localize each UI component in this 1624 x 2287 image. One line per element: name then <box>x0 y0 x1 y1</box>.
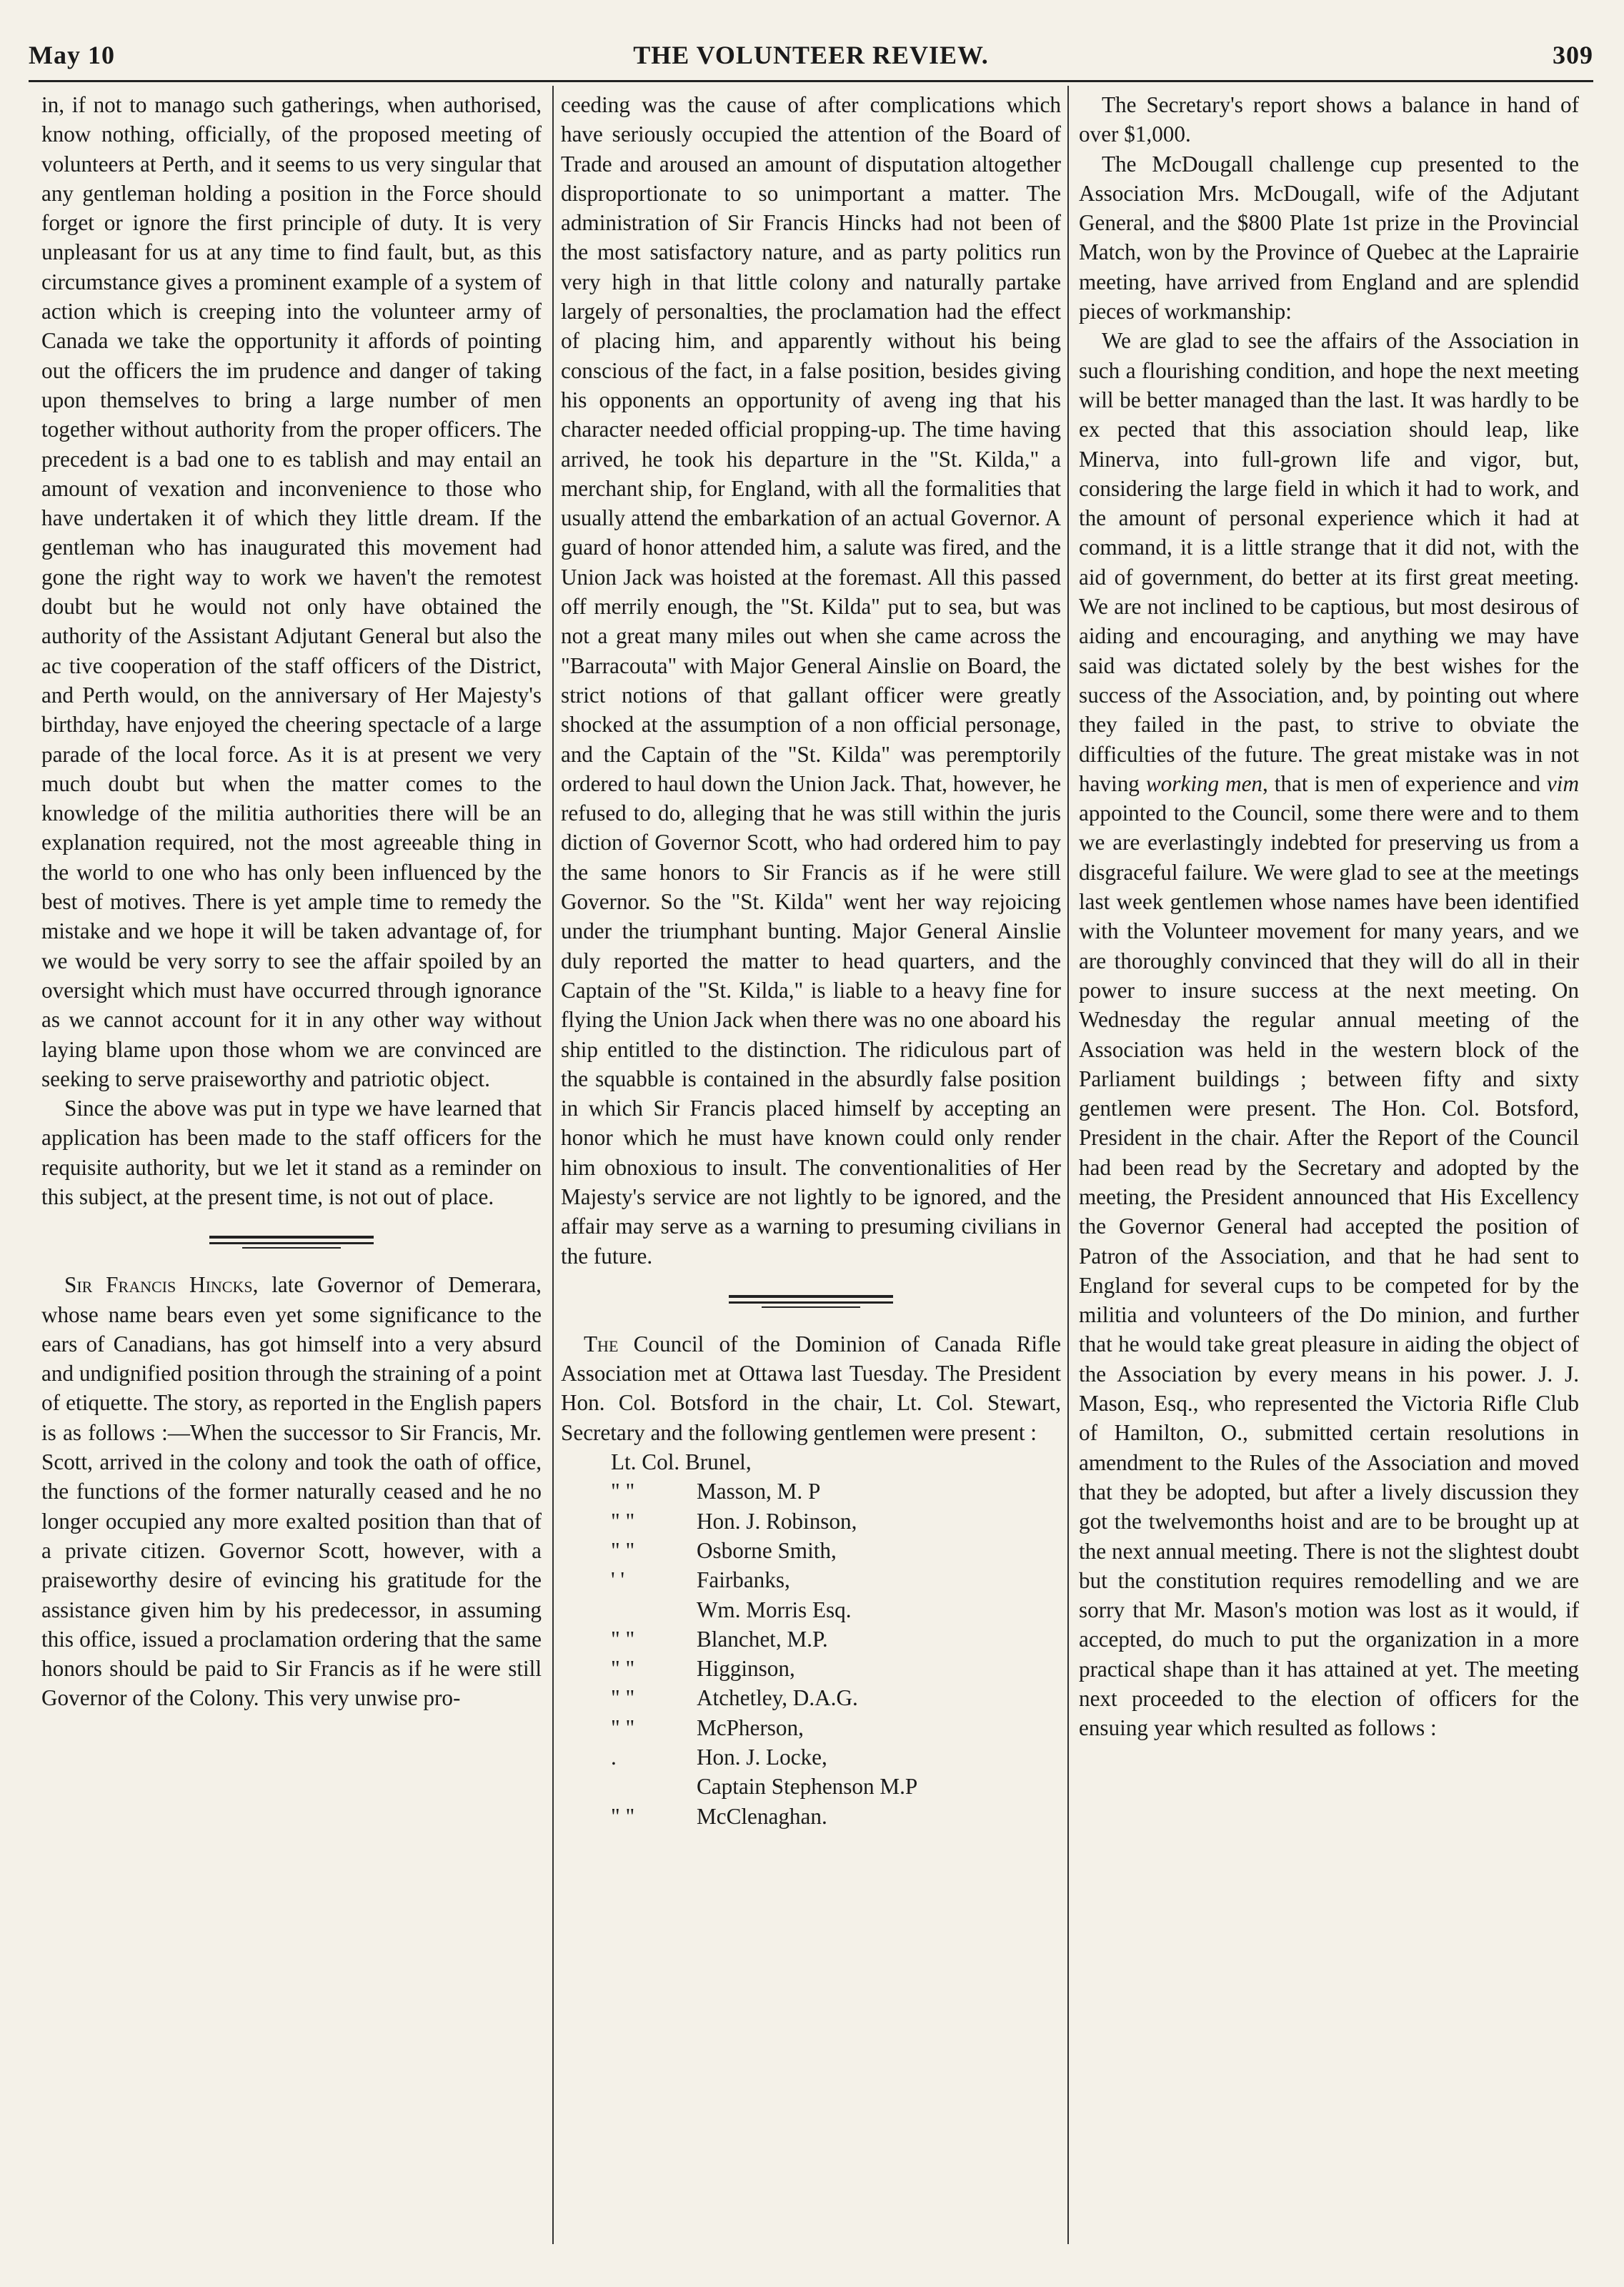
article-hincks-continued: ceeding was the cause of after complications which have seriously occupied the attention of the Board of Trade and aroused an amount of disputation altogether disproportionate to so unimportant a matter. The administration of Sir Francis Hincks had not been of the most satisfactory nature, and as party politics run very high in that little colony and naturally partake largely of personalties, the proclamation had the effect of placing him, and apparently without his being conscious of the fact, in a false position, besides giving his opponents an opportunity of aveng ing that his character needed official propping-up. The time having arrived, he took his departure in the "St. Kilda," a merchant ship, for England, with all the formalities that usually attend the embarkation of an actual Governor. A guard of honor attended him, a salute was fired, and the Union Jack was hoisted at the foremast. All this passed off merrily enough, the "St. Kilda" put to sea, but was not a great many miles out when she came across the "Barracouta" with Major General Ainslie on Board, the strict notions of that gallant officer were greatly shocked at the assumption of a non official personage, and the Captain of the "St. Kilda" was peremptorily ordered to haul down the Union Jack. That, however, he refused to do, alleging that he was still within the juris diction of Governor Scott, who had ordered him to pay the same honors to Sir Francis as if he were still Governor. So the "St. Kilda" went her way rejoicing under the triumphant bunting. Major General Ainslie duly reported the matter to head quarters, and the Captain of the "St. Kilda," is liable to a heavy fine for flying the Union Jack when there was no one aboard his ship entitled to the distinction. The ridiculous part of the squabble is contained in the absurdly false position in which Sir Francis placed himself by accepting an honor which he must have known could only render him obnoxious to insult. The conventionalities of Her Majesty's service are not lightly to be ignored, and the affair may serve as a warning to presuming civilians in the future. <box>561 92 1061 1269</box>
ditto-mark: " " <box>611 1685 635 1711</box>
column-divider <box>1067 86 1069 2244</box>
ditto-mark: " " <box>611 1479 635 1504</box>
editorial-text: We are glad to see the affairs of the Association in such a flourishing condition, and hope the next meeting will be better managed than the last. It was hardly to be ex pected that this association should leap, like Minerva, into full-grown life and vigor, but, considering the large field in which it had to work, and the amount of personal experience which it had at command, it is a little strange that it did not, with the aid of government, do better at its first great meeting. We are not inclined to be captious, but most desirous of aiding and encouraging, and anything we may have said was dictated solely by the best wishes for the success of the Association, and, by pointing out where they failed in the past, to strive to obviate the difficulties of the future. The great mistake was in not having <box>1079 328 1579 796</box>
attendee-name: Fairbanks, <box>697 1567 790 1593</box>
column-1 <box>41 90 542 2263</box>
list-item <box>561 1802 1061 1831</box>
ditto-mark: " " <box>611 1508 635 1534</box>
list-item <box>561 1683 1061 1712</box>
editorial-text: , that is men of experience and <box>1262 770 1547 796</box>
attendee-list <box>561 1447 1061 1831</box>
article-perth-postscript: Since the above was put in type we have learned that application has been made to the staff officers for the requisite authority, but we let it stand as a reminder on this subject, at the present time, is not out of place. <box>41 1096 542 1209</box>
list-item <box>561 1595 1061 1624</box>
publication-title: THE VOLUNTEER REVIEW. <box>633 41 989 69</box>
ditto-mark: ' ' <box>611 1567 625 1593</box>
issue-date: May 10 <box>29 41 115 69</box>
ditto-mark: . <box>611 1745 617 1770</box>
column-2 <box>561 90 1061 2263</box>
attendee-name: Higginson, <box>697 1656 795 1682</box>
mcdougall-cup-paragraph: The McDougall challenge cup presented to the Association Mrs. McDougall, wife of the Adjutant General, and the $800 Plate 1st prize in the Provincial Match, won by the Province of Quebec at the Laprairie meeting, have arrived from England and are splendid pieces of workmanship: <box>1079 151 1579 324</box>
ditto-mark: " " <box>611 1537 635 1563</box>
article-rifle-council-body: Council of the Dominion of Canada Rifle Association met at Ottawa last Tuesday. The President Hon. Col. Botsford in the chair, Lt. Col. Stewart, Secretary and the following gentlemen were present : <box>561 1331 1061 1445</box>
attendee-name: Wm. Morris Esq. <box>697 1597 852 1622</box>
attendee-name: Osborne Smith, <box>697 1537 837 1563</box>
list-item <box>561 1507 1061 1536</box>
list-item <box>561 1536 1061 1565</box>
attendee-name: McPherson, <box>697 1715 804 1740</box>
attendee-name: Blanchet, M.P. <box>697 1626 828 1652</box>
list-item <box>561 1742 1061 1772</box>
attendee-name: Captain Stephenson M.P <box>697 1774 918 1800</box>
ditto-mark: " " <box>611 1656 635 1682</box>
list-item <box>561 1713 1061 1742</box>
list-item: Lt. Col. Brunel, <box>611 1449 752 1475</box>
header-rule <box>29 80 1593 82</box>
article-perth-continued: in, if not to manago such gatherings, when authorised, know nothing, officially, of the proposed meeting of volunteers at Perth, and it seems to us very singular that any gentleman holding a position in the Force should forget or ignore the first principle of duty. It is very unpleasant for us at any time to find fault, but, as this circumstance gives a prominent example of a system of action which is creeping into the volunteer army of Canada we take the opportunity it affords of pointing out the officers the im prudence and danger of taking upon themselves to bring a large number of men together without authority from the proper officers. The precedent is a bad one to es tablish and may entail an amount of vexation and inconvenience to those who have undertaken it of which they little dream. If the gentleman who has inaugurated this movement had gone the right way to work we haven't the remotest doubt but he would not only have obtained the authority of the Assistant Adjutant General but also the ac tive cooperation of the staff officers of the District, and Perth would, on the anniversary of Her Majesty's birthday, have enjoyed the cheering spectacle of a large parade of the local force. As it is at present we very much doubt but when the matter comes to the knowledge of the militia authorities there will be an explanation required, not the most agreeable thing in the world to one who has only been influenced by the best of motives. There is yet ample time to remedy the mistake and we hope it will be taken advantage of, for we would be very sorry to see the affair spoiled by an oversight which must have occurred through ignorance as we cannot account for it in any other way without laying blame upon those whom we are convinced are seeking to serve praiseworthy and patriotic object. <box>41 92 542 1091</box>
page-number: 309 <box>1553 41 1593 69</box>
page-header <box>29 40 1593 76</box>
ditto-mark: " " <box>611 1715 635 1740</box>
article-hincks-body: late Governor of Demerara, whose name bears even yet some significance to the ears of Canadians, has got himself into a very absurd and undignified position through the straining of a point of etiquette. The story, as reported in the English papers is as follows :—When the successor to Sir Francis, Mr. Scott, arrived in the colony and took the oath of office, the functions of the former naturally ceased and he no longer occupied any more exalted position than that of a private citizen. Governor Scott, however, with a praiseworthy desire of evincing his gratitude for the assistance given him by his predecessor, in assuming this office, issued a proclamation ordering that the same honors should be paid to Sir Francis as if he were still Governor of the Colony. This very unwise pro- <box>41 1272 542 1711</box>
ditto-mark: " " <box>611 1803 635 1829</box>
list-item <box>561 1624 1061 1654</box>
list-item <box>561 1565 1061 1594</box>
editorial-association <box>1079 326 1579 1742</box>
column-divider <box>552 86 554 2244</box>
article-lead-in: The <box>584 1331 619 1356</box>
secretary-report: The Secretary's report shows a balance in hand of over $1,000. <box>1079 92 1579 147</box>
article-hincks <box>41 1270 542 1712</box>
list-item <box>561 1772 1061 1801</box>
article-rifle-council <box>561 1329 1061 1447</box>
editorial-text: appointed to the Council, some there were and to them we are everlastingly indebted for preserving us from a disgraceful failure. We were glad to see at the meetings last week gentlemen whose names have been identified with the Volunteer movement for many years, and we are thoroughly convinced that they will do all in their power to insure success at the next meeting. On Wednesday the regular annual meeting of the Association was held in the western block of the Parliament buildings ; between fifty and sixty gentlemen were present. The Hon. Col. Botsford, President in the chair. After the Report of the Council had been read by the Secretary and adopted by the meeting, the President announced that His Excellency the Governor General had accepted the position of Patron of the Association, and that he had sent to England for several cups to be competed for by the militia and volunteers of the Do minion, and further that he would take great pleasure in aiding the object of the Association by every means in his power. J. J. Mason, Esq., who represented the Victoria Rifle Club of Hamilton, O., submitted certain resolutions in amendment to the Rules of the Association and moved that they be adopted, but after a lively discussion they got the twelvemonths hoist and are to be brought up at the next annual meeting. There is not the slightest doubt but the constitution requires remodelling and we are sorry that Mr. Mason's motion was lost as it would, if accepted, do much to put the organization in a more practical shape than it has attained at yet. The meeting next proceeded to the election of officers for the ensuing year which resulted as follows : <box>1079 800 1579 1741</box>
emphasis-text: vim <box>1546 770 1579 796</box>
attendee-name: Masson, M. P <box>697 1479 821 1504</box>
attendee-name: Atchetley, D.A.G. <box>697 1685 858 1711</box>
ditto-mark: " " <box>611 1626 635 1652</box>
list-item <box>561 1654 1061 1683</box>
attendee-name: Hon. J. Locke, <box>697 1745 827 1770</box>
article-lead-in: Sir Francis Hincks, <box>64 1272 259 1298</box>
emphasis-text: working men <box>1145 770 1263 796</box>
article-separator <box>209 1236 374 1249</box>
attendee-name: McClenaghan. <box>697 1803 827 1829</box>
attendee-name: Hon. J. Robinson, <box>697 1508 857 1534</box>
list-item <box>561 1477 1061 1506</box>
column-3 <box>1079 90 1579 2263</box>
article-separator <box>729 1295 893 1308</box>
